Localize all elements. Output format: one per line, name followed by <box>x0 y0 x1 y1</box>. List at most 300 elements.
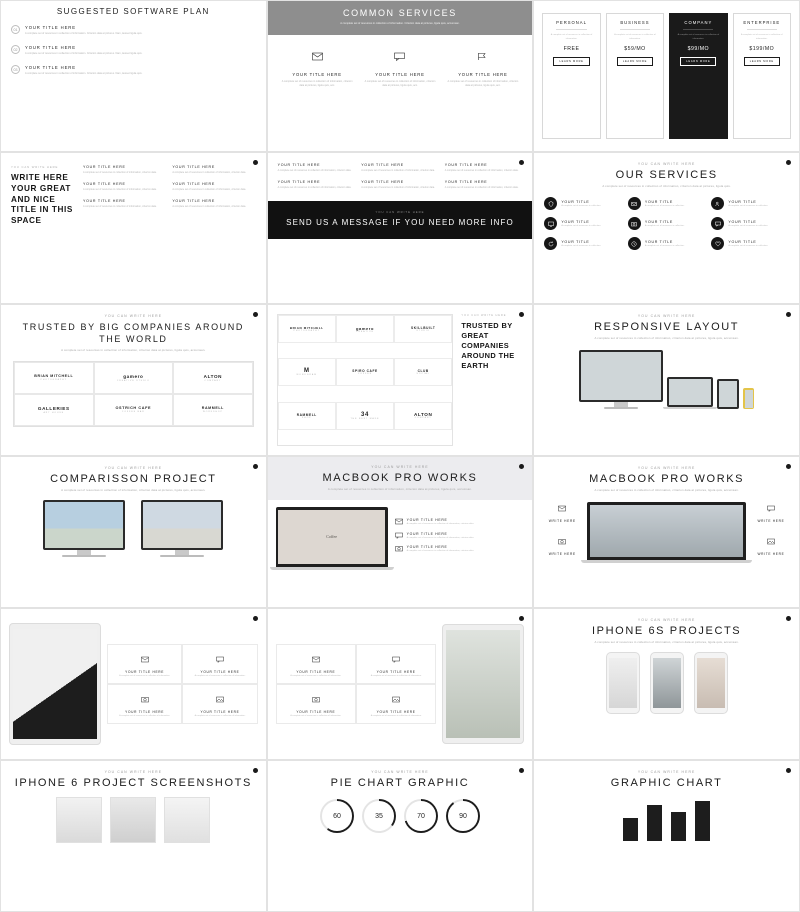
logo-sub: SOCIAL <box>416 373 430 376</box>
mail-icon <box>558 505 566 512</box>
donut-chart <box>320 799 354 833</box>
service-title: YOUR TITLE <box>561 199 590 204</box>
block-body: A complete set of resources in collection of information, criterion data. <box>83 171 157 174</box>
chat-icon <box>394 52 405 61</box>
page-intro: A complete set of resources in collection of information, criterion data at pictures, ligula quis, accumsan. <box>594 640 739 644</box>
camera-icon <box>312 696 320 703</box>
donut-value: 90 <box>459 812 467 820</box>
feature-cell <box>182 644 257 684</box>
plan-price: $59/MO <box>624 46 646 53</box>
service-body: A complete set of resources in collection. <box>644 204 685 207</box>
cell-body: A complete set of resources in collection of information. <box>290 715 342 717</box>
logo-sub: PHOTOGRAPHY <box>293 330 321 332</box>
camera-icon <box>558 538 566 545</box>
cell-body: A complete set of resources in collection of information. <box>290 674 342 677</box>
service-title: YOUR TITLE HERE <box>292 72 342 78</box>
logo-cell <box>394 358 452 386</box>
camera-icon <box>141 696 149 703</box>
logo-name: BRIAN MITCHELL <box>289 326 324 330</box>
service-title: YOUR TITLE <box>561 219 590 224</box>
text-block <box>83 182 166 192</box>
slide-send-us-a-message[interactable] <box>267 152 534 304</box>
logo-sub: COFFEE BAR <box>121 411 145 414</box>
logo-name: RAMMELL <box>296 412 317 417</box>
logo-cell <box>394 315 452 343</box>
cell-body: A complete set of resources in collection of information. <box>370 715 422 717</box>
logo-name: ALTON <box>414 412 433 418</box>
eyebrow: YOU CAN WRITE HERE <box>637 314 696 318</box>
slide-marker-dot <box>786 768 791 773</box>
list-item-title: YOUR TITLE HERE <box>25 25 76 30</box>
logo-sub: COFFEE <box>357 373 373 376</box>
feature-body: A complete set of resources in collection of information, criterion data. <box>406 536 475 539</box>
logo-cell <box>14 362 94 394</box>
block-title: YOUR TITLE HERE <box>83 198 126 203</box>
cell-title: YOUR TITLE HERE <box>376 669 416 674</box>
service-title: YOUR TITLE <box>728 219 757 224</box>
service-body: A complete set of resources in collection. <box>561 204 601 207</box>
block-body: A complete set of resources in collection of information, criterion data. <box>444 169 519 172</box>
block-title: YOUR TITLE HERE <box>361 179 404 184</box>
cell-title: YOUR TITLE HERE <box>125 710 165 714</box>
logo-sub: MONOGRAM <box>296 374 317 377</box>
logo-name: GALLERIES <box>37 405 70 411</box>
cell-body: A complete set of resources in collection of information. <box>119 715 171 717</box>
slide-marker-dot <box>519 768 524 773</box>
feature-item <box>751 499 791 523</box>
list-item <box>11 65 256 76</box>
block-body: A complete set of resources in collection of information, criterion data. <box>172 171 246 174</box>
bar <box>695 801 710 841</box>
donut-chart <box>404 799 438 833</box>
eyebrow: YOU CAN WRITE HERE <box>461 314 507 317</box>
service-column <box>445 48 520 88</box>
block-title: YOUR TITLE HERE <box>361 163 404 167</box>
service-item[interactable] <box>544 197 622 210</box>
slide-iphone-6-project-screenshots[interactable] <box>0 760 267 912</box>
logo-sub: ART HOUSE <box>43 411 65 414</box>
logo-cell <box>336 358 394 386</box>
service-column <box>280 48 355 88</box>
logo-cell <box>336 402 394 430</box>
feature-title: YOUR TITLE HERE <box>406 531 448 536</box>
cell-title: YOUR TITLE HERE <box>296 710 336 714</box>
service-title: YOUR TITLE HERE <box>458 72 508 78</box>
mail-icon <box>141 656 149 663</box>
logo-grid <box>13 361 254 427</box>
cell-title: YOUR TITLE HERE <box>200 669 240 674</box>
desktop-mockup-left <box>43 500 125 557</box>
text-block <box>278 163 356 173</box>
feature-cell <box>182 684 257 724</box>
page-intro: A complete set of resources in collection of information, criterion data at pictures, ligula quis, accumsan. <box>61 348 206 353</box>
logo-name: BRIAN MITCHELL <box>34 374 74 379</box>
divider <box>683 29 713 30</box>
slide-pie-chart-graphic[interactable] <box>267 760 534 912</box>
block-body: A complete set of resources in collection of information, criterion data. <box>83 204 157 208</box>
block-title: YOUR TITLE HERE <box>172 165 215 169</box>
logo-cell <box>94 394 174 426</box>
feature-item <box>751 532 791 556</box>
learn-more-button[interactable]: LEARN MORE <box>553 57 589 66</box>
plan-name: COMPANY <box>684 20 713 25</box>
clock-icon <box>628 237 641 250</box>
feature-body: A complete set of resources in collection of information, criterion data. <box>406 523 475 526</box>
logo-name: ALTON <box>203 373 223 379</box>
logo-sub: THE BEST MADE <box>350 417 380 420</box>
bar-chart <box>544 799 789 841</box>
block-title: YOUR TITLE HERE <box>277 179 321 184</box>
slide-iphone-6s-projects[interactable] <box>533 608 800 760</box>
list-item <box>11 25 256 36</box>
chat-icon <box>392 656 400 663</box>
plan-name: PERSONAL <box>556 20 587 25</box>
slide-our-services[interactable] <box>533 152 800 304</box>
feature-item <box>395 545 525 553</box>
laptop-mockup <box>276 507 388 570</box>
header-panel <box>268 457 533 500</box>
cell-title: YOUR TITLE HERE <box>200 710 240 714</box>
text-block <box>172 165 255 175</box>
page-title: GRAPHIC CHART <box>610 777 723 789</box>
service-body: A complete set of resources in collection. <box>561 224 601 227</box>
page-intro: A complete set of resources in collection of information, criterion data at pictures, ligula quis, accumsan. <box>594 336 739 340</box>
logo-name: SKILLBUILT <box>411 326 436 330</box>
page-title: OUR SERVICES <box>615 169 718 181</box>
feature-body: A complete set of resources in collection of information, criterion data. <box>406 550 475 553</box>
list-item-title: YOUR TITLE HERE <box>25 65 76 71</box>
learn-more-button[interactable]: LEARN MORE <box>744 57 780 66</box>
page-title: MACBOOK PRO WORKS <box>322 472 478 484</box>
page-title: IPHONE 6 PROJECT SCREENSHOTS <box>14 777 252 789</box>
list-number: 02 <box>11 45 20 54</box>
plan-desc: A complete set of resources in collection of information. <box>550 34 593 40</box>
service-title: YOUR TITLE <box>644 219 673 224</box>
screenshot-thumb <box>110 797 156 843</box>
image-icon <box>767 538 775 545</box>
cell-body: A complete set of resources in collection of information. <box>119 674 171 677</box>
block-body: A complete set of resources in collection of information, criterion data. <box>172 204 246 208</box>
service-body: A complete set of resources in collection. <box>561 244 601 247</box>
mail-icon <box>628 197 641 210</box>
divider <box>556 29 586 30</box>
page-title: RESPONSIVE LAYOUT <box>594 321 740 333</box>
slide-trusted-by-great-companies[interactable] <box>267 304 534 456</box>
list-number: 01 <box>11 25 20 34</box>
service-title: YOUR TITLE <box>728 239 757 244</box>
logo-sub: SHOP <box>301 416 312 419</box>
feature-title: YOUR TITLE HERE <box>406 545 448 550</box>
service-body: A complete set of resources in collection. <box>728 244 769 247</box>
monitor-icon <box>544 217 557 230</box>
page-title: COMMON SERVICES <box>343 8 457 18</box>
block-body: A complete set of resources in collection of information, criterion data. <box>361 185 435 189</box>
slide-marker-dot <box>253 464 258 469</box>
eyebrow: YOU CAN WRITE HERE <box>104 466 163 470</box>
feature-cell <box>276 644 356 684</box>
mail-icon <box>395 518 403 525</box>
slide-marker-dot <box>253 160 258 165</box>
page-intro: A complete set of resources in collection of information, criterion data at pictures, ligula quis, accumsan. <box>327 487 473 491</box>
list-item-body: A complete set of resources in collection of information. Criterion data at pictures. Nam, laoreet ligula quis. <box>25 52 143 56</box>
page-intro: A complete set of resources in collection of information. Criterion data at pictures, ligula quis, accumsan. <box>340 22 460 25</box>
service-body: A complete set of resources in collection of information, criterion data at pictures, ligula quis, acc. <box>364 80 436 88</box>
mail-icon <box>312 52 323 61</box>
page-title: COMPARISSON PROJECT <box>50 473 217 485</box>
list-item <box>11 45 256 56</box>
service-item[interactable] <box>544 217 622 230</box>
slide-comparisson-project[interactable] <box>0 456 267 608</box>
logo-sub: COMPANY <box>414 417 432 420</box>
logo-cell <box>173 362 253 394</box>
slide-marker-dot <box>519 312 524 317</box>
logo-cell <box>278 358 336 386</box>
logo-name: M <box>303 368 310 375</box>
eyebrow: YOU CAN WRITE HERE <box>104 770 163 774</box>
page-intro: A complete set of resources in collection of information, criterion data at pictures, ligula quis, accumsan. <box>594 488 739 492</box>
logo-name: 34 <box>361 411 369 418</box>
slide-responsive-layout[interactable] <box>533 304 800 456</box>
slide-ipad-left[interactable] <box>0 608 267 760</box>
eyebrow: YOU CAN WRITE HERE <box>371 465 429 469</box>
chat-icon <box>216 656 224 663</box>
block-body: A complete set of resources in collection of information, criterion data. <box>277 169 352 172</box>
service-body: A complete set of resources in collection. <box>728 224 769 227</box>
eyebrow: YOU CAN WRITE HERE <box>637 162 696 166</box>
text-block <box>172 199 255 209</box>
page-title: WRITE HERE YOUR GREAT AND NICE TITLE IN THIS SPACE <box>11 173 73 226</box>
cell-body: A complete set of resources in collection of information. <box>370 674 422 677</box>
plan-desc: A complete set of resources in collection of information. <box>614 34 656 40</box>
logo-sub: WORKSHOP <box>202 411 223 414</box>
feature-cell <box>107 684 182 724</box>
cell-body: A complete set of resources in collection of information. <box>194 715 246 717</box>
pricing-card-featured[interactable] <box>669 13 727 139</box>
block-body: A complete set of resources in collection of information, criterion data. <box>361 169 435 172</box>
heart-icon <box>711 237 724 250</box>
cell-body: A complete set of resources in collection of information. <box>194 674 246 677</box>
block-title: YOUR TITLE HERE <box>444 163 488 167</box>
plan-price: FREE <box>563 46 580 53</box>
bar <box>671 812 686 841</box>
feature-cell <box>356 644 436 684</box>
learn-more-button[interactable]: LEARN MORE <box>617 57 653 66</box>
cell-title: YOUR TITLE HERE <box>376 710 416 714</box>
eyebrow: YOU CAN WRITE HERE <box>375 209 425 214</box>
mail-icon <box>312 656 320 663</box>
logo-cell <box>94 362 174 394</box>
slide-write-here-great-title[interactable] <box>0 152 267 304</box>
slide-ipad-right[interactable] <box>267 608 534 760</box>
feature-item <box>542 532 582 556</box>
block-title: YOUR TITLE HERE <box>277 163 321 167</box>
service-item[interactable] <box>711 197 789 210</box>
pricing-card[interactable] <box>733 13 791 139</box>
logo-name: CLUB <box>417 369 429 374</box>
slide-marker-dot <box>786 616 791 621</box>
eyebrow: YOU CAN WRITE HERE <box>637 466 696 470</box>
phone-mockup <box>694 652 728 714</box>
service-title: YOUR TITLE <box>644 199 673 204</box>
slide-macbook-pro-works-list[interactable] <box>267 456 534 608</box>
slide-marker-dot <box>253 312 258 317</box>
slide-suggested-software-plan[interactable] <box>0 0 267 152</box>
feature-cell <box>107 644 182 684</box>
service-item[interactable] <box>628 237 706 250</box>
phone-mockup <box>650 652 684 714</box>
service-title: YOUR TITLE <box>728 199 757 204</box>
cell-title: YOUR TITLE HERE <box>296 669 336 674</box>
donut-value: 60 <box>333 812 341 820</box>
laptop-mockup <box>587 502 746 563</box>
slide-graphic-chart[interactable] <box>533 760 800 912</box>
screenshot-thumb <box>56 797 102 843</box>
eyebrow: YOU CAN WRITE HERE <box>371 770 429 774</box>
donut-chart <box>362 799 396 833</box>
service-body: A complete set of resources in collection. <box>728 204 769 207</box>
text-block <box>445 180 523 190</box>
banner-heading: SEND US A MESSAGE IF YOU NEED MORE INFO <box>286 217 514 227</box>
logo-cell <box>278 315 336 343</box>
service-item[interactable] <box>711 217 789 230</box>
learn-more-button[interactable]: LEARN MORE <box>680 57 716 66</box>
logo-sub: PHOTOGRAPHY <box>40 379 68 382</box>
service-item[interactable] <box>628 217 706 230</box>
plan-price: $199/MO <box>749 46 775 53</box>
bar <box>647 805 662 841</box>
page-intro: A complete set of resources in collection of information, criterion data at pictures, ligula quis, accumsan. <box>61 488 206 492</box>
desktop-mockup-right <box>141 500 223 557</box>
desktop-mockup <box>579 350 663 409</box>
slide-macbook-pro-works-sides[interactable] <box>533 456 800 608</box>
feature-title: WRITE HERE <box>757 519 785 524</box>
slide-marker-dot <box>253 768 258 773</box>
chat-icon <box>711 217 724 230</box>
page-title: TRUSTED BY BIG COMPANIES AROUND THE WORLD <box>22 322 244 345</box>
slide-marker-dot <box>786 464 791 469</box>
divider <box>620 29 650 30</box>
camera-icon <box>628 217 641 230</box>
feature-title: WRITE HERE <box>548 519 576 524</box>
laptop-mockup <box>667 377 713 409</box>
page-title: IPHONE 6S PROJECTS <box>592 625 742 637</box>
logo-name: RAMMELL <box>201 406 224 411</box>
logo-name: gamero <box>355 325 375 331</box>
bar <box>623 818 638 841</box>
logo-grid <box>277 314 454 446</box>
text-block <box>172 182 255 192</box>
logo-sub: CREATIVE STUDIO <box>116 379 150 382</box>
donut-value: 35 <box>375 812 383 820</box>
service-column <box>363 48 438 88</box>
service-title: YOUR TITLE <box>644 239 673 244</box>
block-title: YOUR TITLE HERE <box>172 181 215 186</box>
chat-icon <box>767 505 775 512</box>
text-block <box>361 180 439 190</box>
list-number: 03 <box>11 65 20 74</box>
text-block <box>361 163 439 173</box>
service-item[interactable] <box>711 237 789 250</box>
pricing-card[interactable] <box>606 13 664 139</box>
plan-name: ENTERPRISE <box>743 20 781 25</box>
service-item[interactable] <box>628 197 706 210</box>
cta-banner <box>268 201 533 240</box>
logo-cell <box>394 402 452 430</box>
pricing-card[interactable] <box>542 13 600 139</box>
chat-icon <box>395 532 403 539</box>
slide-marker-dot <box>519 616 524 621</box>
service-body: A complete set of resources in collection of information, criterion data at pictures, ligula quis, acc. <box>281 80 353 88</box>
logo-name: SPIRO CAFE <box>352 369 378 374</box>
text-block <box>83 199 166 209</box>
plan-desc: A complete set of resources in collection of information. <box>741 34 783 40</box>
block-title: YOUR TITLE HERE <box>83 165 126 169</box>
service-title: YOUR TITLE HERE <box>375 72 425 78</box>
eyebrow: YOU CAN WRITE HERE <box>11 165 59 169</box>
feature-item <box>542 499 582 523</box>
tablet-mockup <box>717 379 739 409</box>
block-title: YOUR TITLE HERE <box>444 179 488 184</box>
list-item-title: YOUR TITLE HERE <box>25 45 76 51</box>
text-block <box>278 180 356 190</box>
service-body: A complete set of resources in collection. <box>644 244 685 247</box>
feature-title: WRITE HERE <box>548 552 576 557</box>
slide-pricing-table[interactable] <box>533 0 800 152</box>
divider <box>747 29 777 30</box>
feature-cell <box>356 684 436 724</box>
slide-trusted-by-big-companies[interactable] <box>0 304 267 456</box>
list-item-body: A complete set of resources in collection of information. Criterion data at pictures. Nam, laoreet ligula quis. <box>25 32 143 35</box>
logo-name: OSTRICH CAFE <box>115 406 152 411</box>
donut-value: 70 <box>417 812 425 820</box>
page-title: TRUSTED BY GREAT COMPANIES AROUND THE EARTH <box>461 321 515 370</box>
service-item[interactable] <box>544 237 622 250</box>
feature-item <box>395 532 525 540</box>
phone-mockup <box>606 652 640 714</box>
cell-title: YOUR TITLE HERE <box>125 669 165 674</box>
block-body: A complete set of resources in collection of information, criterion data. <box>277 185 352 189</box>
text-block <box>445 163 523 173</box>
eyebrow: YOU CAN WRITE HERE <box>637 770 696 774</box>
feature-title: WRITE HERE <box>757 552 785 557</box>
slide-common-services[interactable] <box>267 0 534 152</box>
shield-icon <box>544 197 557 210</box>
camera-icon <box>395 545 403 552</box>
block-body: A complete set of resources in collection of information, criterion data. <box>172 187 246 191</box>
flag-icon <box>477 52 488 61</box>
service-body: A complete set of resources in collection of information, criterion data at pictures, ligula quis, acc. <box>447 80 519 88</box>
block-title: YOUR TITLE HERE <box>83 181 126 186</box>
tablet-mockup <box>442 624 524 744</box>
slide-marker-dot <box>786 160 791 165</box>
service-body: A complete set of resources in collection. <box>644 224 685 227</box>
plan-price: $99/MO <box>687 46 710 53</box>
logo-sub: STUDIO <box>416 330 430 332</box>
logo-cell <box>336 315 394 343</box>
phone-mockup <box>743 388 754 409</box>
donut-chart <box>446 799 480 833</box>
image-icon <box>392 696 400 703</box>
block-body: A complete set of resources in collection of information, criterion data. <box>444 185 519 189</box>
logo-name: gamero <box>123 373 144 379</box>
plan-desc: A complete set of resources in collection of information. <box>677 34 720 40</box>
slide-marker-dot <box>253 616 258 621</box>
refresh-icon <box>544 237 557 250</box>
tablet-mockup <box>9 623 101 745</box>
screenshot-thumb <box>164 797 210 843</box>
logo-cell <box>14 394 94 426</box>
eyebrow: YOU CAN WRITE HERE <box>637 618 696 622</box>
